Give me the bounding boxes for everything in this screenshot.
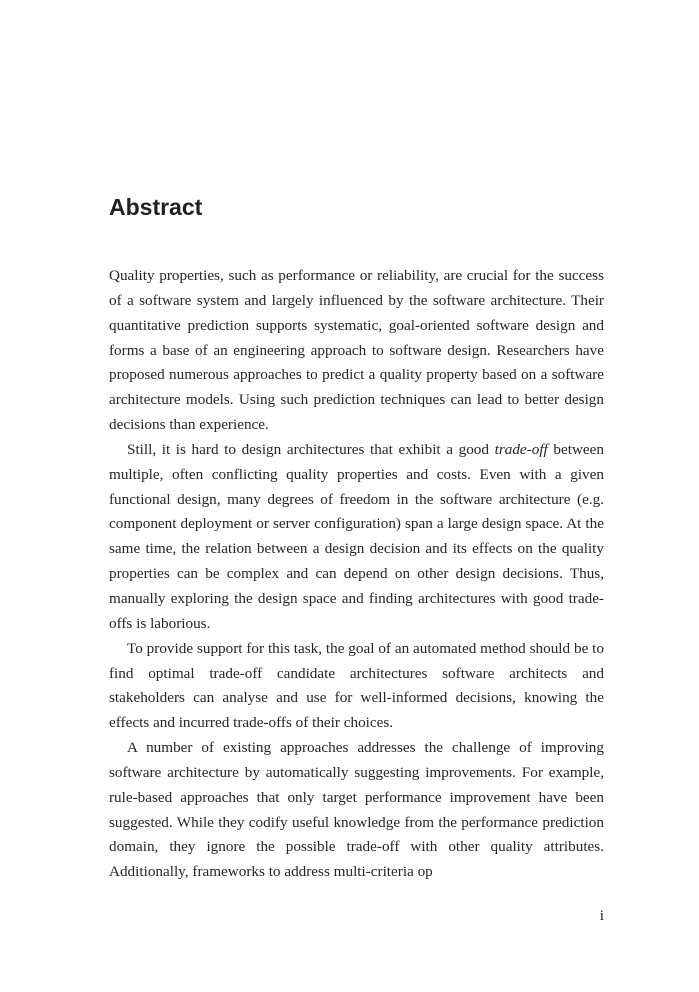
paragraph-2-after: between multiple, often conflicting quality properties and costs. Even with a given functional design, many degrees of freedom in the software architecture (e.g. component deployment or server configuration) span a large design space. At the same time, the relation between a design decision and its effects on the quality properties can be complex and can depend on other design decisions. Thus, manually exploring the design space and finding architectures with good trade-offs is laborious. (109, 440, 604, 632)
paragraph-2-before: Still, it is hard to design architectures that exhibit a good (127, 440, 495, 458)
paragraph-2 (109, 438, 604, 637)
abstract-heading: Abstract (109, 194, 203, 220)
trade-off-emphasis: trade-off (494, 440, 548, 458)
paragraph-4: A number of existing approaches addresses the challenge of improving software architecture by automatically suggesting improvements. For example, rule-based approaches that only target performance improvement have been suggested. While they codify useful knowledge from the performance prediction domain, they ignore the possible trade-off with other quality attributes. Additionally, frameworks to address multi-criteria op (109, 739, 604, 881)
paragraph-1: Quality properties, such as performance or reliability, are crucial for the success of a software system and largely influenced by the software architecture. Their quantitative prediction supports systematic, goal-oriented software design and forms a base of an engineering approach to software design. Researchers have proposed numerous approaches to predict a quality property based on a software architecture models. Using such prediction techniques can lead to better design decisions than experience. (109, 267, 604, 434)
paragraph-3: To provide support for this task, the goal of an automated method should be to find optimal trade-off candidate architectures software architects and stakeholders can analyse and use for well-informed decisions, knowing the effects and incurred trade-offs of their choices. (109, 639, 604, 732)
abstract-body (109, 264, 604, 885)
page-number: i (599, 907, 604, 924)
